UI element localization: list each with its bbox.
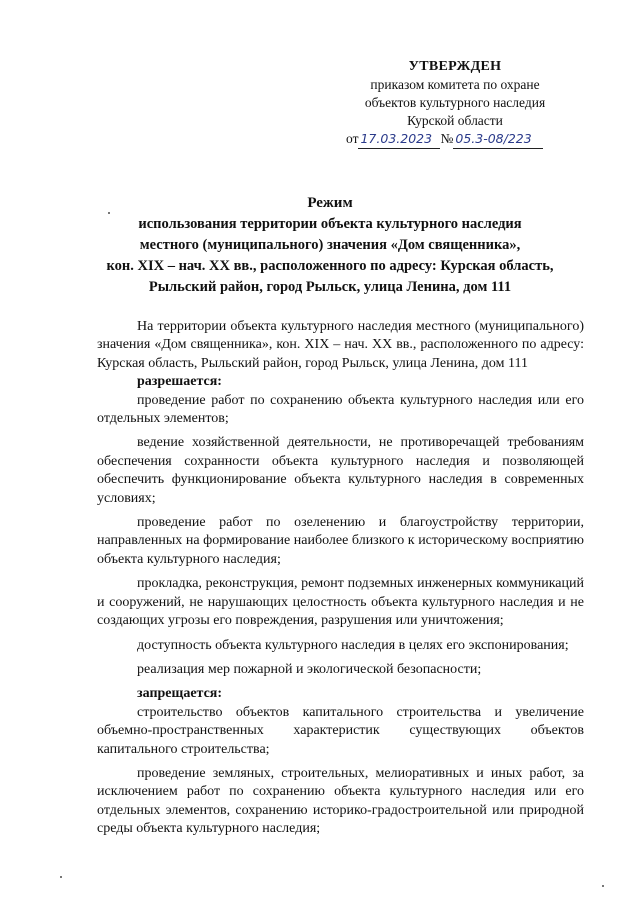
- scan-speck: [602, 885, 604, 887]
- approval-line-3: Курской области: [407, 113, 503, 128]
- intro-paragraph: На территории объекта культурного наследия местного (муниципального) значения «Дом священника», кон. XIX – нач. XX вв., расположенного по адресу: Курская область, Рыльский район, город Рыльск, улица Ленина, дом 111: [97, 319, 584, 371]
- approval-number: 05.3-08/223: [453, 130, 543, 149]
- approval-line-1: приказом комитета по охране: [370, 77, 540, 92]
- allowed-item: ведение хозяйственной деятельности, не противоречащей требованиям обеспечения сохранности объекта культурного наследия и позволяющей обеспечить функционирование объекта культурного наследия в современных условиях;: [97, 435, 584, 506]
- approval-heading: УТВЕРЖДЕН: [408, 59, 502, 74]
- approval-date-line: [346, 130, 570, 149]
- title-line-5: Рыльский район, город Рыльск, улица Ленина, дом 111: [148, 279, 512, 295]
- allowed-item: проведение работ по сохранению объекта культурного наследия или его отдельных элементов;: [97, 392, 584, 427]
- allowed-heading: разрешается:: [137, 374, 222, 390]
- approval-stamp: [340, 58, 570, 149]
- allowed-item: доступность объекта культурного наследия в целях его экспонирования;: [137, 637, 569, 653]
- title-line-2: использования территории объекта культурного наследия: [138, 216, 522, 232]
- document-body: [97, 318, 584, 845]
- prohibited-item: строительство объектов капитального строительства и увеличение объемно-пространственных характеристик существующих объектов капитального строительства;: [97, 704, 584, 757]
- title-line-1: Режим: [307, 195, 353, 211]
- scan-speck: [60, 876, 62, 878]
- number-sign: №: [440, 131, 454, 146]
- approval-date: 17.03.2023: [358, 130, 440, 149]
- approval-line-2: объектов культурного наследия: [364, 95, 546, 110]
- allowed-item: проведение работ по озеленению и благоустройству территории, направленных на формирование наиболее близкого к историческому восприятию объекта культурного наследия;: [97, 515, 584, 567]
- title-line-3: местного (муниципального) значения «Дом священника»,: [139, 237, 521, 253]
- prohibited-item: проведение земляных, строительных, мелиоративных и иных работ, за исключением работ по сохранению объекта культурного наследия или его отдельных элементов, сохранению историко-градостроительной или природной среды объекта культурного наследия;: [97, 765, 584, 837]
- allowed-item: прокладка, реконструкция, ремонт подземных инженерных коммуникаций и сооружений, не нарушающих целостность объекта культурного наследия и не создающих угрозы его повреждения, разрушения или уничтожения;: [97, 576, 584, 629]
- title-line-4: кон. XIX – нач. XX вв., расположенного по адресу: Курская область,: [106, 258, 554, 274]
- document-title: [80, 193, 580, 298]
- allowed-item: реализация мер пожарной и экологической безопасности;: [137, 661, 482, 677]
- scan-speck: [108, 212, 110, 214]
- prohibited-heading: запрещается:: [137, 686, 223, 702]
- from-label: от: [346, 131, 359, 146]
